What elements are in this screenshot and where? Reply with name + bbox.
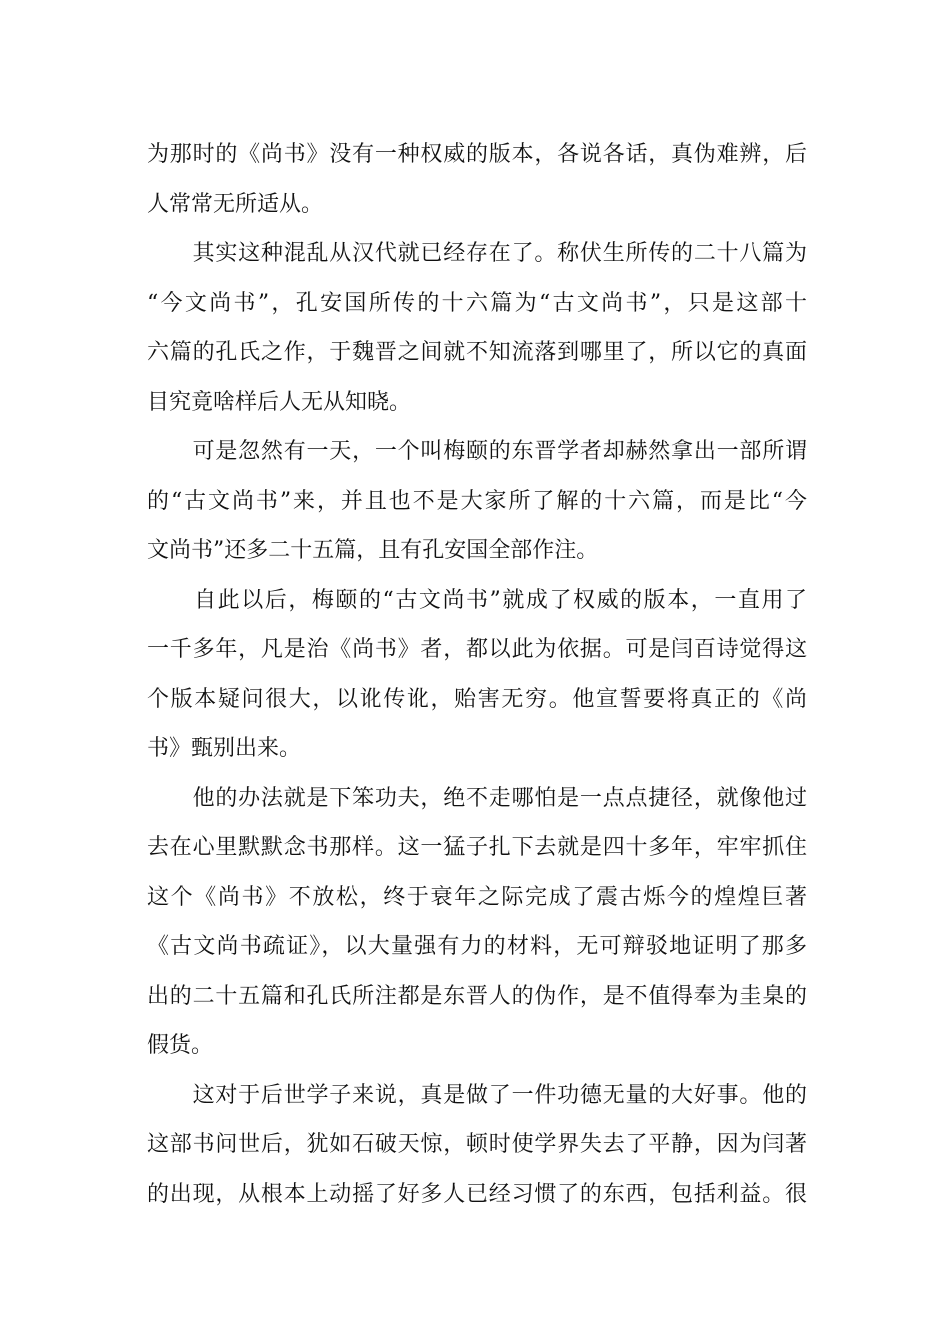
text-line: 为那时的《尚书》没有一种权威的版本，各说各话，真伪难辨，后 (147, 142, 807, 167)
text-line: 人常常无所适从。 (147, 191, 324, 217)
text-line: 六篇的孔氏之作，于魏晋之间就不知流落到哪里了，所以它的真面 (147, 340, 807, 365)
text-line: 个版本疑问很大，以讹传讹，贻害无穷。他宣誓要将真正的《尚 (147, 686, 807, 712)
body-text (147, 130, 807, 1219)
text-line: 自此以后，梅颐的“古文尚书”就成了权威的版本，一直用了 (147, 587, 807, 613)
text-line: “今文尚书”，孔安国所传的十六篇为“古文尚书”，只是这部十 (147, 290, 807, 316)
text-line: 《古文尚书疏证》，以大量强有力的材料，无可辩驳地证明了那多 (147, 934, 807, 959)
text-line: 出的二十五篇和孔氏所注都是东晋人的伪作，是不值得奉为圭臬的 (147, 983, 807, 1009)
text-line: 可是忽然有一天，一个叫梅颐的东晋学者却赫然拿出一部所谓 (147, 439, 807, 464)
text-line: 他的办法就是下笨功夫，绝不走哪怕是一点点捷径，就像他过 (147, 785, 807, 811)
text-line: 文尚书”还多二十五篇，且有孔安国全部作注。 (147, 538, 599, 563)
text-line: 这对于后世学子来说，真是做了一件功德无量的大好事。他的 (147, 1082, 807, 1108)
text-line: 的“古文尚书”来，并且也不是大家所了解的十六篇，而是比“今 (147, 488, 807, 514)
text-line: 一千多年，凡是治《尚书》者，都以此为依据。可是闫百诗觉得这 (147, 637, 807, 662)
text-line: 这部书问世后，犹如石破天惊，顿时使学界失去了平静，因为闫著 (147, 1132, 807, 1157)
text-line: 假货。 (147, 1033, 214, 1058)
text-line: 的出现，从根本上动摇了好多人已经习惯了的东西，包括利益。很 (147, 1181, 807, 1207)
text-line: 目究竟啥样后人无从知晓。 (147, 389, 412, 415)
text-line: 其实这种混乱从汉代就已经存在了。称伏生所传的二十八篇为 (147, 241, 807, 266)
text-line: 这个《尚书》不放松，终于衰年之际完成了震古烁今的煌煌巨著 (147, 884, 807, 910)
text-line: 去在心里默默念书那样。这一猛子扎下去就是四十多年，牢牢抓住 (147, 835, 807, 860)
text-line: 书》甄别出来。 (147, 736, 302, 761)
